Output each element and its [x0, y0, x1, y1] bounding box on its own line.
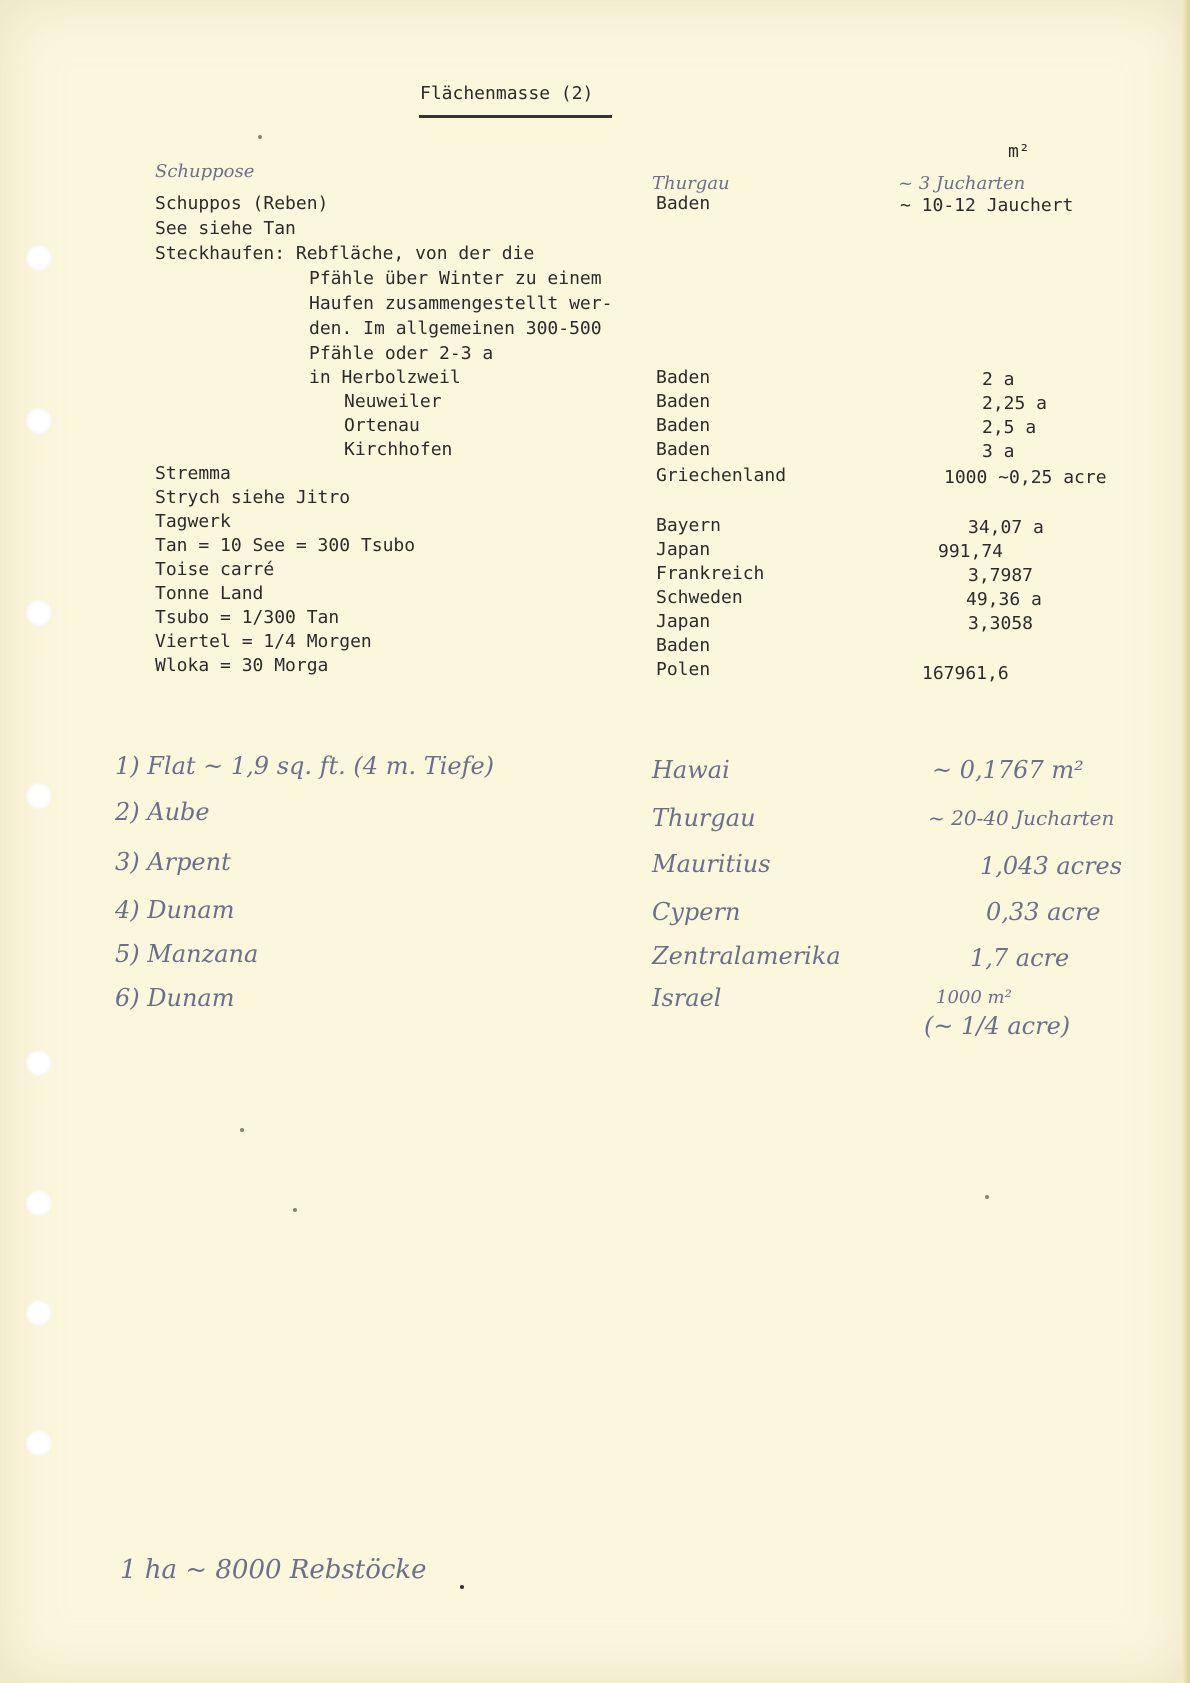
handwritten-region: Cypern — [652, 898, 741, 926]
term: Steckhaufen: Rebfläche, von der die — [155, 243, 535, 264]
term: Stremma — [155, 463, 231, 484]
term: Haufen zusammengestellt wer- — [309, 293, 613, 314]
term: Tagwerk — [155, 511, 231, 532]
punch-hole — [26, 408, 52, 434]
region: Baden — [656, 193, 711, 214]
punch-hole — [26, 600, 52, 626]
term: Toise carré — [155, 559, 275, 580]
handwritten-term: Schuppose — [155, 161, 255, 182]
region: Polen — [656, 659, 711, 680]
term: Neuweiler — [344, 391, 442, 412]
term: Tonne Land — [155, 583, 264, 604]
handwritten-term: 5) Manzana — [115, 940, 259, 968]
punch-hole — [26, 1300, 52, 1326]
handwritten-region: Israel — [652, 984, 722, 1012]
paper-speck — [985, 1195, 989, 1199]
value: 3,3058 — [968, 613, 1034, 634]
term: Viertel = 1/4 Morgen — [155, 631, 372, 652]
value: ~ 10-12 Jauchert — [900, 195, 1074, 216]
value: 34,07 a — [968, 517, 1044, 538]
region: Baden — [656, 439, 711, 460]
term: Pfähle oder 2-3 a — [309, 343, 494, 364]
handwritten-term: 1) Flat ~ 1,9 sq. ft. (4 m. Tiefe) — [115, 752, 495, 780]
title-underline — [419, 115, 612, 118]
value: 2,5 a — [982, 417, 1037, 438]
region: Japan — [656, 539, 711, 560]
punch-hole — [26, 1430, 52, 1456]
value: 2,25 a — [982, 393, 1048, 414]
handwritten-value: ~ 3 Jucharten — [898, 173, 1026, 194]
term: Pfähle über Winter zu einem — [309, 268, 602, 289]
punch-hole — [26, 1190, 52, 1216]
handwritten-region: Thurgau — [652, 804, 756, 832]
handwritten-note: (~ 1/4 acre) — [924, 1012, 1071, 1040]
region: Schweden — [656, 587, 743, 608]
value: 1000 ~0,25 acre — [944, 467, 1107, 488]
handwritten-region: Zentralamerika — [652, 942, 841, 970]
page-edge — [1182, 0, 1190, 1683]
value: 49,36 a — [966, 589, 1042, 610]
value: 3 a — [982, 441, 1015, 462]
region: Bayern — [656, 515, 722, 536]
unit-header: m² — [1008, 141, 1030, 162]
term: See siehe Tan — [155, 218, 296, 239]
term: in Herbolzweil — [309, 367, 461, 388]
handwritten-term: 4) Dunam — [115, 896, 235, 924]
handwritten-term: 3) Arpent — [115, 848, 231, 876]
region: Japan — [656, 611, 711, 632]
region: Baden — [656, 367, 711, 388]
paper-speck — [258, 135, 262, 139]
term: Wloka = 30 Morga — [155, 655, 329, 676]
value: 2 a — [982, 369, 1015, 390]
paper-speck — [460, 1585, 464, 1589]
paper-speck — [240, 1128, 244, 1132]
term: Schuppos (Reben) — [155, 193, 329, 214]
punch-hole — [26, 245, 52, 271]
punch-hole — [26, 783, 52, 809]
region: Baden — [656, 415, 711, 436]
handwritten-value: 1,7 acre — [970, 944, 1070, 972]
punch-hole — [26, 1050, 52, 1076]
handwritten-term: 6) Dunam — [115, 984, 235, 1012]
term: Tsubo = 1/300 Tan — [155, 607, 340, 628]
value: 3,7987 — [968, 565, 1034, 586]
term: Strych siehe Jitro — [155, 487, 351, 508]
term: Kirchhofen — [344, 439, 453, 460]
region: Baden — [656, 391, 711, 412]
paper-speck — [293, 1208, 297, 1212]
term: den. Im allgemeinen 300-500 — [309, 318, 602, 339]
term: Tan = 10 See = 300 Tsubo — [155, 535, 416, 556]
handwritten-term: 2) Aube — [115, 798, 210, 826]
page-title: Flächenmasse (2) — [420, 83, 594, 104]
handwritten-region: Mauritius — [652, 850, 771, 878]
term: Ortenau — [344, 415, 420, 436]
handwritten-region: Hawai — [652, 756, 730, 784]
value: 991,74 — [938, 541, 1004, 562]
handwritten-value: ~ 20-40 Jucharten — [928, 806, 1115, 830]
footer-note: 1 ha ~ 8000 Rebstöcke — [120, 1555, 427, 1585]
region: Frankreich — [656, 563, 765, 584]
value: 167961,6 — [922, 663, 1009, 684]
region: Baden — [656, 635, 711, 656]
handwritten-value: ~ 0,1767 m² — [932, 756, 1084, 784]
handwritten-value: 0,33 acre — [986, 898, 1101, 926]
handwritten-region: Thurgau — [652, 173, 730, 194]
handwritten-value: 1,043 acres — [980, 852, 1123, 880]
region: Griechenland — [656, 465, 787, 486]
handwritten-value: 1000 m² — [936, 987, 1012, 1008]
